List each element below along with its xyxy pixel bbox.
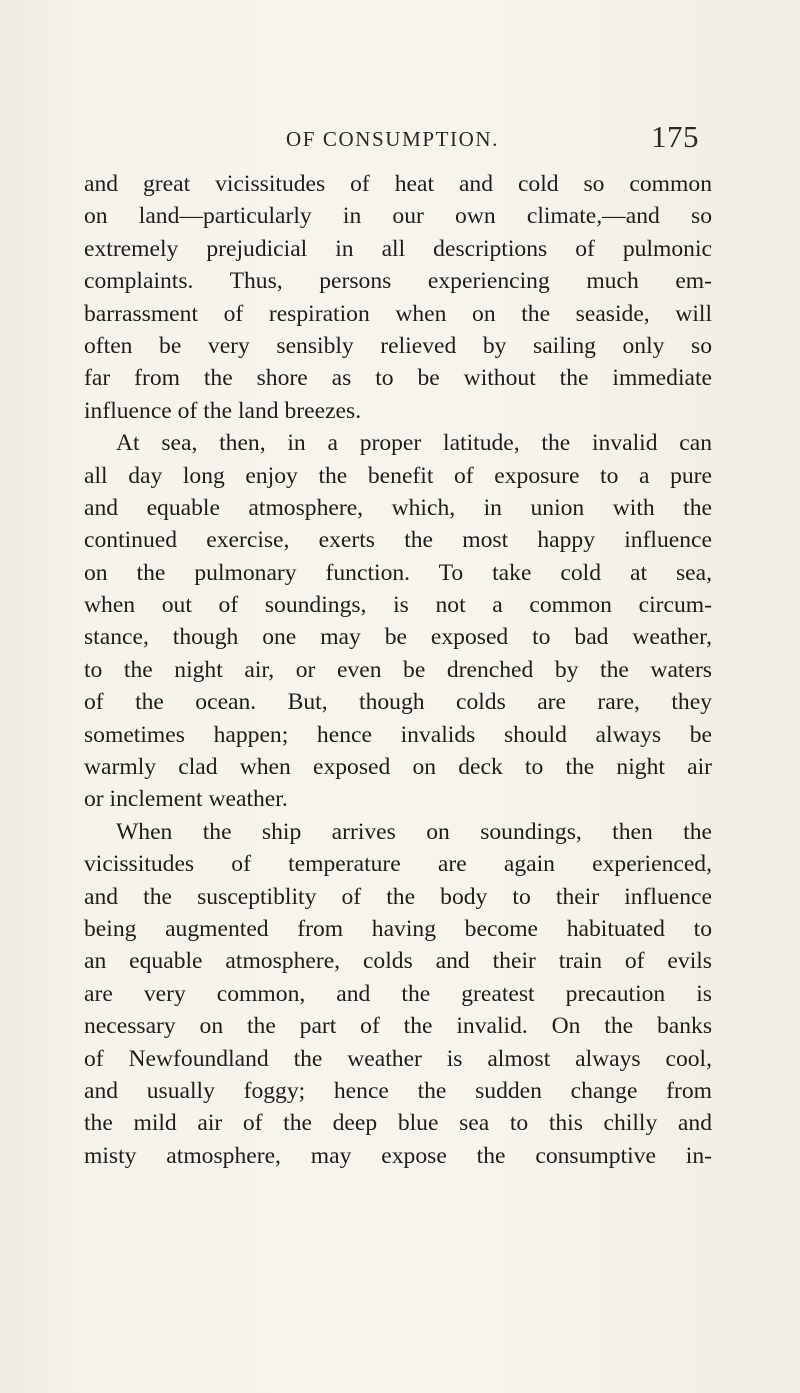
text-line: and great vicissitudes of heat and cold so common <box>84 171 712 197</box>
text-line: on the pulmonary function. To take cold at sea, <box>84 559 712 586</box>
running-head <box>0 121 800 161</box>
text-line: of Newfoundland the weather is almost always cool, <box>84 1045 712 1072</box>
text-line: and equable atmosphere, which, in union with the <box>84 494 712 521</box>
text-line: extremely prejudicial in all descriptions of pulmonic <box>84 235 712 262</box>
text-line: far from the shore as to be without the immediate <box>84 365 712 392</box>
text-line: sometimes happen; hence invalids should always be <box>84 721 712 748</box>
text-line: when out of soundings, is not a common circum- <box>84 592 712 619</box>
text-line: or inclement weather. <box>84 786 288 813</box>
text-line: barrassment of respiration when on the seaside, will <box>84 300 712 327</box>
text-line: misty atmosphere, may expose the consumptive in- <box>84 1142 712 1169</box>
body-text <box>84 168 712 1172</box>
text-line: influence of the land breezes. <box>84 397 362 424</box>
text-line: to the night air, or even be drenched by the waters <box>84 656 712 683</box>
text-line: and usually foggy; hence the sudden change from <box>84 1077 712 1104</box>
text-line: warmly clad when exposed on deck to the night air <box>84 754 712 781</box>
paragraph-start-line: At sea, then, in a proper latitude, the invalid can <box>116 430 712 457</box>
text-line: necessary on the part of the invalid. On the banks <box>84 1013 712 1040</box>
text-line: on land—particularly in our own climate,—and so <box>84 203 712 230</box>
text-line: all day long enjoy the benefit of exposure to a pure <box>84 462 712 489</box>
text-line: often be very sensibly relieved by sailing only so <box>84 332 712 359</box>
paragraph-start-line: When the ship arrives on soundings, then the <box>116 818 712 845</box>
text-line: complaints. Thus, persons experiencing much em- <box>84 268 712 295</box>
text-line: the mild air of the deep blue sea to this chilly and <box>84 1110 712 1137</box>
text-line: continued exercise, exerts the most happy influence <box>84 527 712 554</box>
running-title: OF CONSUMPTION. <box>286 127 500 151</box>
text-line: of the ocean. But, though colds are rare, they <box>84 689 712 716</box>
text-line: are very common, and the greatest precaution is <box>84 980 712 1007</box>
page-number: 175 <box>651 119 699 154</box>
text-line: and the susceptiblity of the body to their influence <box>84 883 712 910</box>
text-line: stance, though one may be exposed to bad weather, <box>84 624 712 651</box>
text-line: vicissitudes of temperature are again experienced, <box>84 851 712 878</box>
text-line: being augmented from having become habituated to <box>84 915 712 942</box>
text-line: an equable atmosphere, colds and their train of evils <box>84 948 712 975</box>
